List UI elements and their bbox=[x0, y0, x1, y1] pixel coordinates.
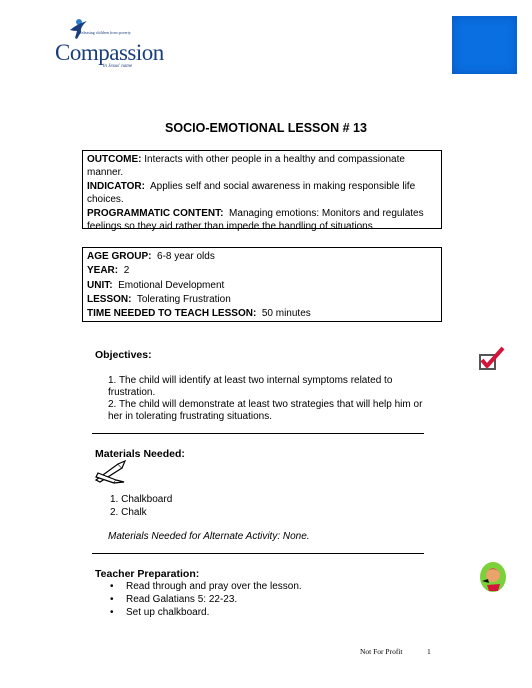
outcome-box bbox=[82, 150, 442, 232]
lesson-info-box bbox=[82, 247, 442, 322]
preparation-heading: Teacher Preparation: bbox=[95, 568, 200, 580]
content-text: Managing emotions: Monitors and regulates feelings so they aid rather than impede the handling of situations. bbox=[87, 208, 424, 232]
logo-wordmark: Compassion bbox=[55, 40, 164, 65]
content-label: PROGRAMMATIC CONTENT: bbox=[87, 208, 224, 219]
bullet: • bbox=[110, 594, 114, 605]
logo-tagline: Releasing children from poverty bbox=[79, 30, 131, 35]
footer-text: Not For Profit bbox=[360, 647, 403, 656]
year-row bbox=[87, 264, 437, 278]
indicator-text: Applies self and social awareness in making responsible life choices. bbox=[87, 181, 416, 205]
list-item-text: Read through and pray over the lesson. bbox=[126, 581, 302, 592]
decorative-blue-square bbox=[452, 16, 517, 74]
outcome-row bbox=[87, 153, 437, 179]
content-row bbox=[87, 207, 437, 233]
year-text: 2 bbox=[123, 265, 130, 277]
materials-heading: Materials Needed: bbox=[95, 448, 185, 460]
lesson-label: LESSON: bbox=[87, 293, 132, 305]
time-row bbox=[87, 307, 437, 321]
list-item-text: Set up chalkboard. bbox=[126, 607, 210, 618]
logo-subline: in Jesus' name bbox=[103, 64, 133, 69]
age-text: 6-8 year olds bbox=[157, 251, 215, 262]
year-label: YEAR: bbox=[87, 265, 119, 277]
list-item: 1. The child will identify at least two internal symptoms related to frustration. bbox=[108, 375, 393, 398]
lesson-row bbox=[87, 293, 437, 307]
teacher-face-icon bbox=[478, 561, 508, 595]
unit-text: Emotional Development bbox=[118, 279, 225, 291]
indicator-label: INDICATOR: bbox=[87, 181, 145, 192]
preparation-list bbox=[110, 580, 302, 619]
time-text: 50 minutes bbox=[261, 308, 311, 320]
indicator-row bbox=[87, 180, 437, 206]
unit-label: UNIT: bbox=[87, 279, 113, 291]
page-title: SOCIO-EMOTIONAL LESSON # 13 bbox=[165, 121, 367, 135]
outcome-text: Interacts with other people in a healthy and compassionate manner. bbox=[87, 154, 405, 178]
alternate-materials: Materials Needed for Alternate Activity: None. bbox=[108, 531, 310, 542]
materials-list bbox=[110, 494, 172, 519]
list-item: 2. The child will demonstrate at least two strategies that will help him or her in tolerating frustrating situations. bbox=[108, 399, 423, 422]
unit-row bbox=[87, 279, 437, 293]
person-figure-icon bbox=[67, 18, 89, 40]
age-label: AGE GROUP: bbox=[87, 251, 152, 262]
list-item: 2. Chalk bbox=[110, 506, 147, 518]
list-item-text: Read Galatians 5: 22-23. bbox=[126, 594, 238, 605]
list-item bbox=[110, 593, 302, 606]
section-divider bbox=[92, 433, 424, 434]
list-item: 1. Chalkboard bbox=[110, 494, 173, 505]
list-item bbox=[110, 606, 302, 619]
page-number: 1 bbox=[427, 647, 431, 656]
checkbox-checkmark-icon bbox=[478, 346, 506, 372]
time-label: TIME NEEDED TO TEACH LESSON: bbox=[87, 308, 257, 320]
bullet: • bbox=[110, 581, 114, 592]
list-item bbox=[110, 580, 302, 593]
objectives-list bbox=[108, 375, 428, 423]
bullet: • bbox=[110, 607, 114, 618]
section-divider bbox=[92, 553, 424, 554]
compassion-logo bbox=[55, 18, 165, 68]
outcome-label: OUTCOME: bbox=[87, 154, 142, 165]
objectives-heading: Objectives: bbox=[95, 349, 152, 361]
lesson-text: Tolerating Frustration bbox=[136, 293, 231, 305]
crayons-icon bbox=[94, 460, 128, 484]
age-row bbox=[87, 250, 437, 264]
